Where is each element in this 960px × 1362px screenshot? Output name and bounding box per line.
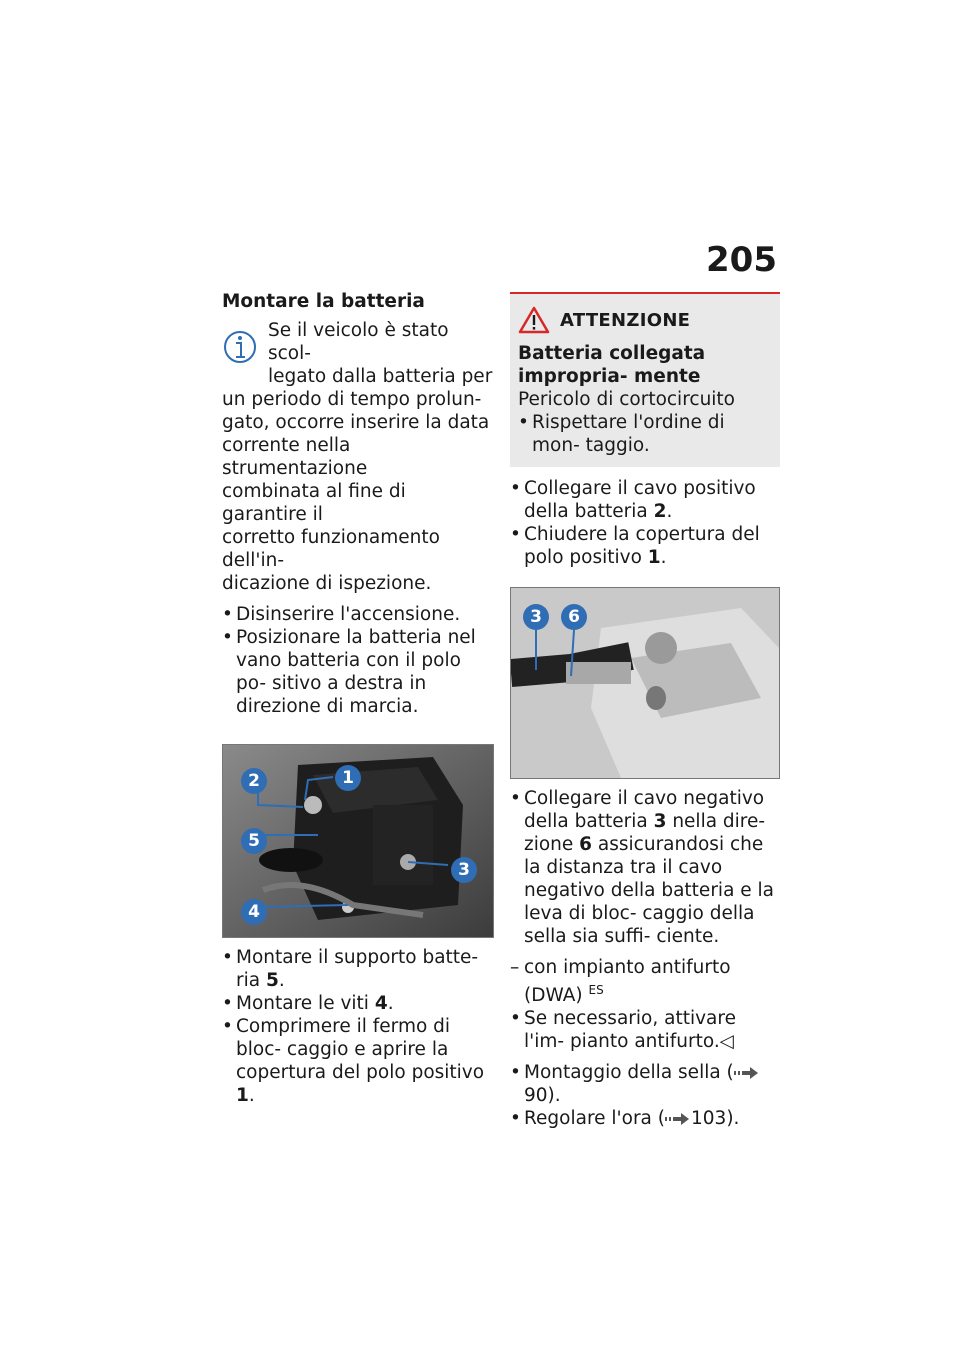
battery-compartment-photo: [222, 744, 494, 938]
negative-terminal-photo: [510, 587, 780, 779]
step-connect-negative: • Collegare il cavo negativo della batteria 3 nella dire- zione 6 assicurandosi che la distanza tra il cavo negativo della batteria e la leva di bloc- caggio della sella sia suffi- ciente.: [510, 787, 780, 948]
callout-2: 2: [241, 768, 267, 794]
page-ref-arrow-icon: [734, 1067, 760, 1079]
warning-box: [510, 292, 780, 467]
warning-heading: Batteria collegata impropria- mente: [518, 343, 706, 387]
page-ref-arrow-icon: [665, 1113, 691, 1125]
info-line: Se il veicolo è stato scol-: [268, 320, 449, 364]
callout-5: 5: [241, 828, 267, 854]
step-ignition-off: • Disinserire l'accensione.: [222, 603, 494, 626]
callout-4: 4: [241, 899, 267, 925]
option-antitheft: – con impianto antifurto (DWA) $^{ES}$: [510, 956, 780, 1007]
step-open-cover: • Comprimere il fermo di bloc- caggio e aprire la copertura del polo positivo 1.: [222, 1015, 494, 1107]
step-position-battery: • Posizionare la batteria nel vano batteria con il polo po- sitivo a destra in direzione di marcia.: [222, 626, 494, 718]
section-heading: Montare la batteria: [222, 291, 425, 312]
warning-label: ATTENZIONE: [560, 309, 691, 331]
info-icon: [222, 323, 262, 373]
warning-triangle-icon: [518, 306, 550, 334]
info-line: un periodo di tempo prolun-: [222, 389, 482, 410]
warning-item: • Rispettare l'ordine di mon- taggio.: [518, 411, 772, 457]
info-line: dicazione di ispezione.: [222, 573, 432, 594]
callout-6: 6: [561, 604, 587, 630]
step-activate-alarm: • Se necessario, attivare l'im- pianto antifurto.◁: [510, 1007, 780, 1053]
info-line: combinata al fine di garantire il: [222, 481, 406, 525]
step-mount-support: • Montare il supporto batte- ria 5.: [222, 946, 494, 992]
info-line: corrente nella strumentazione: [222, 435, 368, 479]
step-connect-positive: • Collegare il cavo positivo della batteria 2.: [510, 477, 780, 523]
callout-3b: 3: [523, 604, 549, 630]
info-line: corretto funzionamento dell'in-: [222, 527, 440, 571]
callout-3: 3: [451, 857, 477, 883]
right-column: [510, 292, 780, 1130]
info-line: legato dalla batteria per: [268, 366, 493, 387]
callout-1: 1: [335, 765, 361, 791]
step-mount-seat: • Montaggio della sella (90).: [510, 1061, 780, 1107]
info-line: gato, occorre inserire la data: [222, 412, 490, 433]
warning-subtitle: Pericolo di cortocircuito: [518, 389, 736, 410]
step-mount-screws: • Montare le viti 4.: [222, 992, 494, 1015]
page-number: 205: [706, 240, 777, 280]
left-column: [222, 290, 494, 1107]
info-note: [222, 319, 494, 595]
step-set-time: • Regolare l'ora ( 103).: [510, 1107, 780, 1130]
step-close-cover: • Chiudere la copertura del polo positivo 1.: [510, 523, 780, 569]
